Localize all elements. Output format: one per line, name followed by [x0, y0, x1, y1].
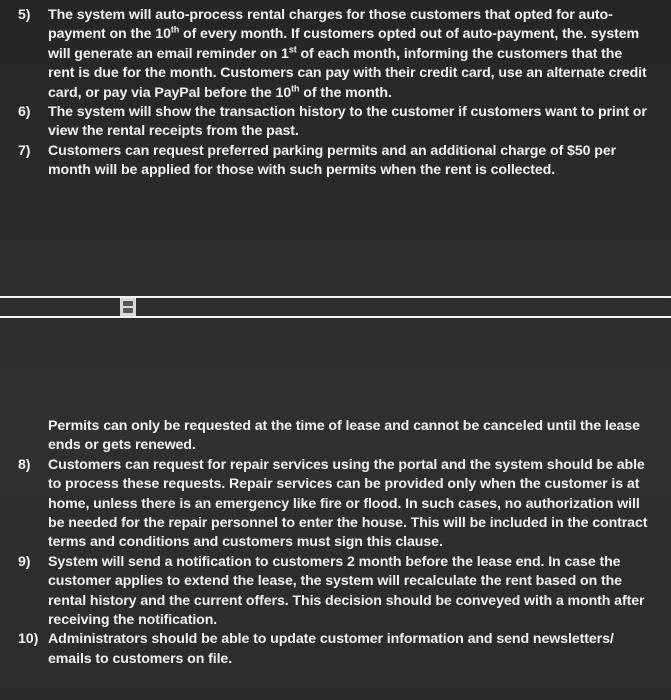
- page-break-divider: [0, 296, 671, 318]
- item-text: Administrators should be able to update customer information and send newsletters/ emails to customers on file.: [48, 631, 614, 667]
- item-number: 8): [18, 456, 31, 473]
- requirement-item-10: [18, 630, 648, 669]
- item-number: 5): [18, 7, 31, 23]
- item-number: 6): [18, 104, 31, 121]
- superscript: th: [170, 24, 180, 35]
- superscript: th: [291, 82, 300, 93]
- item-text: Permits can only be requested at the time of lease and cannot be canceled until the lease ends or gets renewed.: [48, 418, 640, 454]
- requirement-item-7: [18, 142, 648, 181]
- item-text: The system will show the transaction history to the customer if customers want to print or view the rental receipts from the past.: [48, 104, 647, 140]
- item-text-part: The system will auto-process rental charges for those customers that opted for auto-payment on the 10: [48, 7, 613, 43]
- requirement-item-5: [18, 6, 648, 103]
- item-text: Customers can request preferred parking permits and an additional charge of $50 per month will be applied for those with such permits when the rent is collected.: [48, 142, 617, 179]
- page-break-icon[interactable]: [120, 298, 136, 316]
- item-text-part: of each month, informing the customers that the rent is due for the month. Customers can pay with their credit card, use an alternate credit card, or pay via PayPal before the 10: [48, 45, 647, 101]
- requirements-list-top: [18, 6, 648, 181]
- item-number: 7): [18, 142, 31, 159]
- superscript: st: [288, 44, 297, 55]
- requirement-item-9: [18, 553, 648, 631]
- item-number: 10): [18, 631, 39, 648]
- requirements-list-bottom: [18, 417, 648, 669]
- item-number: 9): [18, 553, 31, 570]
- requirement-item-6: [18, 103, 648, 142]
- item-text-part: of the month.: [299, 84, 392, 101]
- item-text-part: of every month. If customers opted out of auto-payment, the. system will generate an email reminder on 1: [48, 26, 640, 62]
- item-text: Customers can request for repair services using the portal and the system should be able to process these requests. Repair services can be provided only when the customer is at home, unless there is an emergency like fire or flood. In such cases, no authorization will be needed for the repair personnel to enter the house. This will be included in the contract terms and conditions and customers must sign this clause.: [48, 456, 648, 551]
- item-text: System will send a notification to customers 2 month before the lease end. In case the customer applies to extend the lease, the system will recalculate the rent based on the rental history and the current offers. This decision should be conveyed with a month after receiving the notification.: [48, 553, 645, 629]
- requirement-item-7-continued: [18, 417, 648, 456]
- requirement-item-8: [18, 456, 648, 553]
